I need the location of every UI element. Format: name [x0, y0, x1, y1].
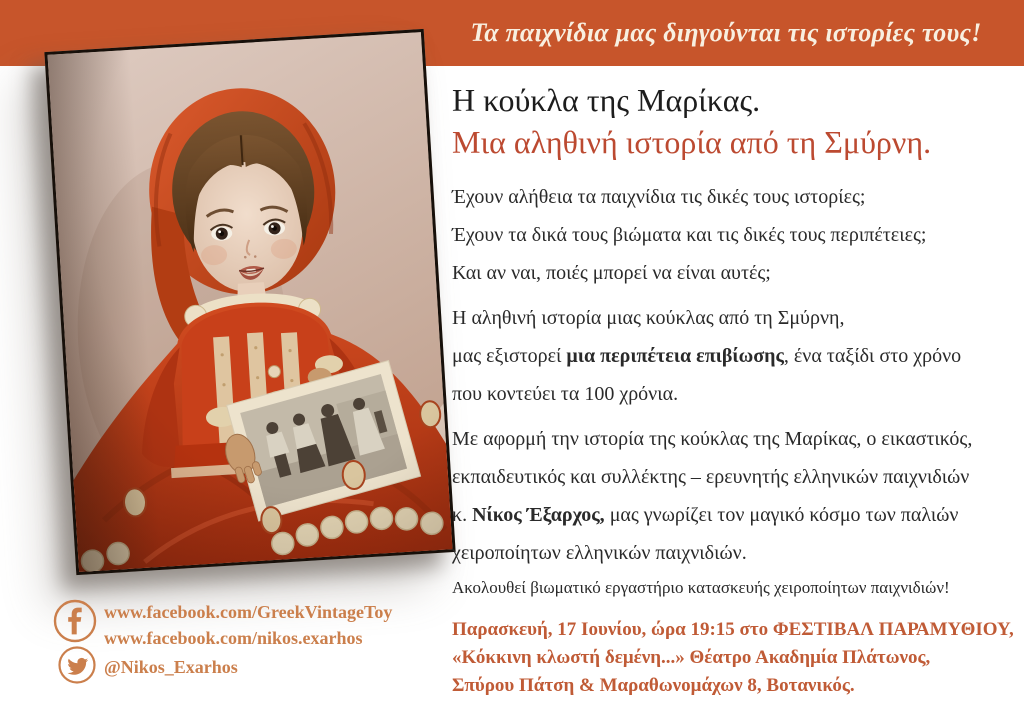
facebook-icon[interactable]	[52, 598, 98, 644]
facebook-links	[104, 599, 524, 651]
page-title: Η κούκλα της Μαρίκας.	[452, 82, 761, 118]
text-segment: μας εξιστορεί	[452, 345, 567, 367]
twitter-handle[interactable]: @Nikos_Exarhos	[104, 657, 238, 677]
paragraph-line: Έχουν τα δικά τους βιώματα και τις δικές τους περιπέτειες;	[452, 224, 927, 246]
paragraph-line: που κοντεύει τα 100 χρόνια.	[452, 383, 679, 405]
twitter-icon[interactable]	[57, 645, 97, 685]
text-segment: μας γνωρίζει τον μαγικό κόσμο των παλιών	[604, 504, 959, 526]
paragraph-story	[452, 299, 1018, 413]
facebook-link-greekvintagetoy[interactable]: www.facebook.com/GreekVintageToy	[104, 602, 393, 622]
bold-presenter-name: Νίκος Έξαρχος,	[472, 504, 605, 526]
paragraph-line: Έχουν αλήθεια τα παιχνίδια τις δικές τους ιστορίες;	[452, 186, 866, 208]
paragraph-line: Η αληθινή ιστορία μιας κούκλας από τη Σμύρνη,	[452, 307, 845, 329]
banner-tagline: Τα παιχνίδια μας διηγούνται τις ιστορίες τους!	[470, 18, 982, 47]
text-segment: κ.	[452, 504, 473, 526]
paragraph-line	[452, 337, 1018, 375]
bold-phrase-survival-adventure: μια περιπέτεια επιβίωσης	[566, 345, 784, 367]
workshop-note: Ακολουθεί βιωματικό εργαστήριο κατασκευής χειροποίητων παιχνιδιών!	[452, 578, 950, 597]
paragraph-questions	[452, 178, 1018, 292]
facebook-link-nikos-exarhos[interactable]: www.facebook.com/nikos.exarhos	[104, 628, 363, 648]
doll-photo	[44, 29, 455, 575]
paragraph-presenter	[452, 420, 1018, 572]
doll-illustration	[48, 32, 453, 572]
paragraph-line: εκπαιδευτικός και συλλέκτης – ερευνητής ελληνικών παιχνιδιών	[452, 466, 970, 488]
event-address: Σπύρου Πάτση & Μαραθωνομάχων 8, Βοτανικός.	[452, 675, 855, 696]
paragraph-line: Με αφορμή την ιστορία της κούκλας της Μαρίκας, ο εικαστικός,	[452, 428, 973, 450]
event-details	[452, 616, 1018, 700]
paragraph-line: χειροποίητων ελληνικών παιχνιδιών.	[452, 542, 747, 564]
text-segment: , ένα ταξίδι στο χρόνο	[783, 345, 962, 367]
event-venue: «Κόκκινη κλωστή δεμένη...» Θέατρο Ακαδημία Πλάτωνος,	[452, 647, 931, 668]
event-date-time: Παρασκευή, 17 Ιουνίου, ώρα 19:15 στο ΦΕΣΤΙΒΑΛ ΠΑΡΑΜΥΘΙΟΥ,	[452, 619, 1014, 640]
main-content	[452, 79, 1018, 700]
paragraph-line: Και αν ναι, ποιές μπορεί να είναι αυτές;	[452, 262, 771, 284]
page-subtitle: Μια αληθινή ιστορία από τη Σμύρνη.	[452, 124, 932, 160]
paragraph-line	[452, 496, 1018, 534]
